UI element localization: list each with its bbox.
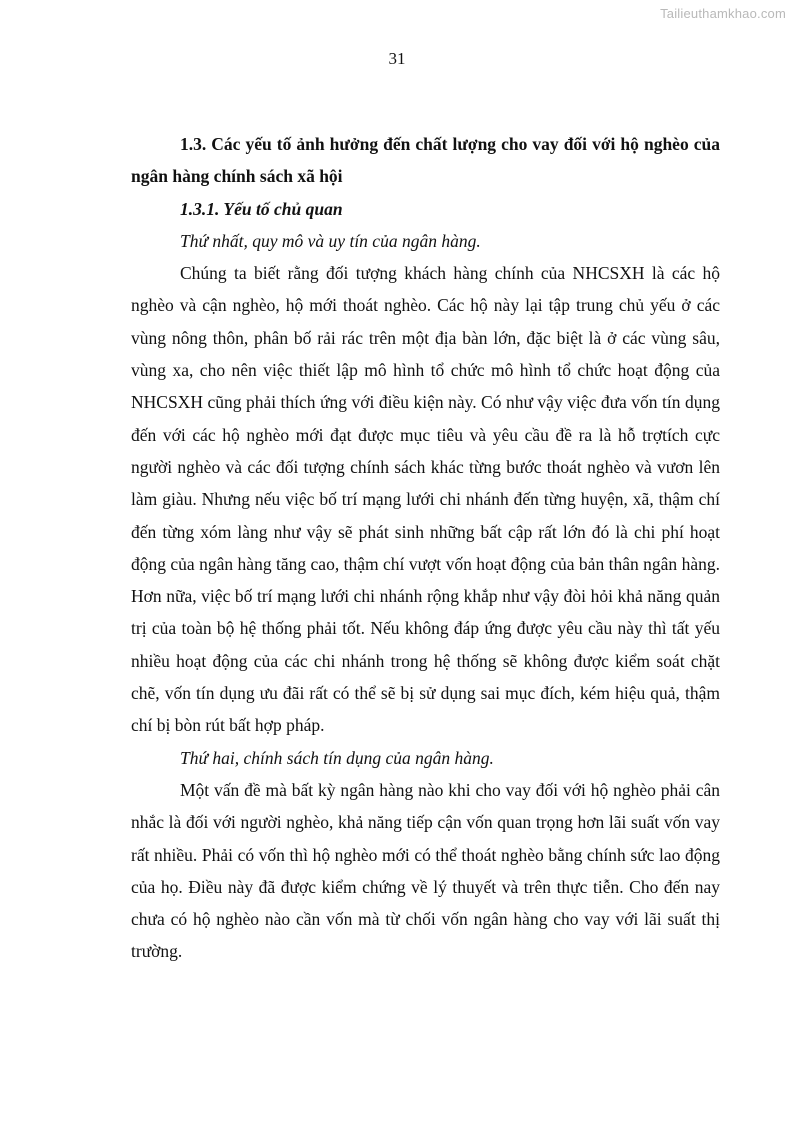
item2-title: Thứ hai, chính sách tín dụng của ngân hàng. [180, 747, 494, 768]
watermark: Tailieuthamkhao.com [660, 6, 786, 21]
page-number: 31 [388, 49, 406, 68]
document-body [131, 128, 720, 968]
subsection-heading: 1.3.1. Yếu tố chủ quan [180, 198, 343, 219]
section-heading: 1.3. Các yếu tố ảnh hưởng đến chất lượng cho vay đối với hộ nghèo của ngân hàng chính sách xã hội [131, 134, 720, 187]
item1-paragraph: Chúng ta biết rằng đối tượng khách hàng chính của NHCSXH là các hộ nghèo và cận nghèo, hộ mới thoát nghèo. Các hộ này lại tập trung chủ yếu ở các vùng nông thôn, phân bố rải rác trên một địa bàn lớn, đặc biệt là ở các vùng sâu, vùng xa, cho nên việc thiết lập mô hình tổ chức mô hình tổ chức hoạt động của NHCSXH cũng phải thích ứng với điều kiện này. Có như vậy việc đưa vốn tín dụng đến với các hộ nghèo mới đạt được mục tiêu và yêu cầu đề ra là hỗ trợtích cực người nghèo và các đối tượng chính sách khác từng bước thoát nghèo và vươn lên làm giàu. Nhưng nếu việc bố trí mạng lưới chi nhánh đến từng huyện, xã, thậm chí đến từng xóm làng như vậy sẽ phát sinh những bất cập rất lớn đó là chi phí hoạt động của ngân hàng tăng cao, thậm chí vượt vốn hoạt động của bản thân ngân hàng. Hơn nữa, việc bố trí mạng lưới chi nhánh rộng khắp như vậy đòi hỏi khả năng quản trị của toàn bộ hệ thống phải tốt. Nếu không đáp ứng được yêu cầu này thì tất yếu nhiều hoạt động của các chi nhánh trong hệ thống sẽ không được kiểm soát chặt chẽ, vốn tín dụng ưu đãi rất có thể sẽ bị sử dụng sai mục đích, kém hiệu quả, thậm chí bị bòn rút bất hợp pháp. [131, 263, 720, 736]
item1-title: Thứ nhất, quy mô và uy tín của ngân hàng. [180, 230, 481, 251]
item2-paragraph: Một vấn đề mà bất kỳ ngân hàng nào khi cho vay đối với hộ nghèo phải cân nhắc là đối với người nghèo, khả năng tiếp cận vốn quan trọng hơn lãi suất vốn vay rất nhiều. Phải có vốn thì hộ nghèo mới có thể thoát nghèo bằng chính sức lao động của họ. Điều này đã được kiểm chứng về lý thuyết và trên thực tiễn. Cho đến nay chưa có hộ nghèo nào cần vốn mà từ chối vốn ngân hàng cho vay với lãi suất thị trường. [131, 779, 720, 962]
